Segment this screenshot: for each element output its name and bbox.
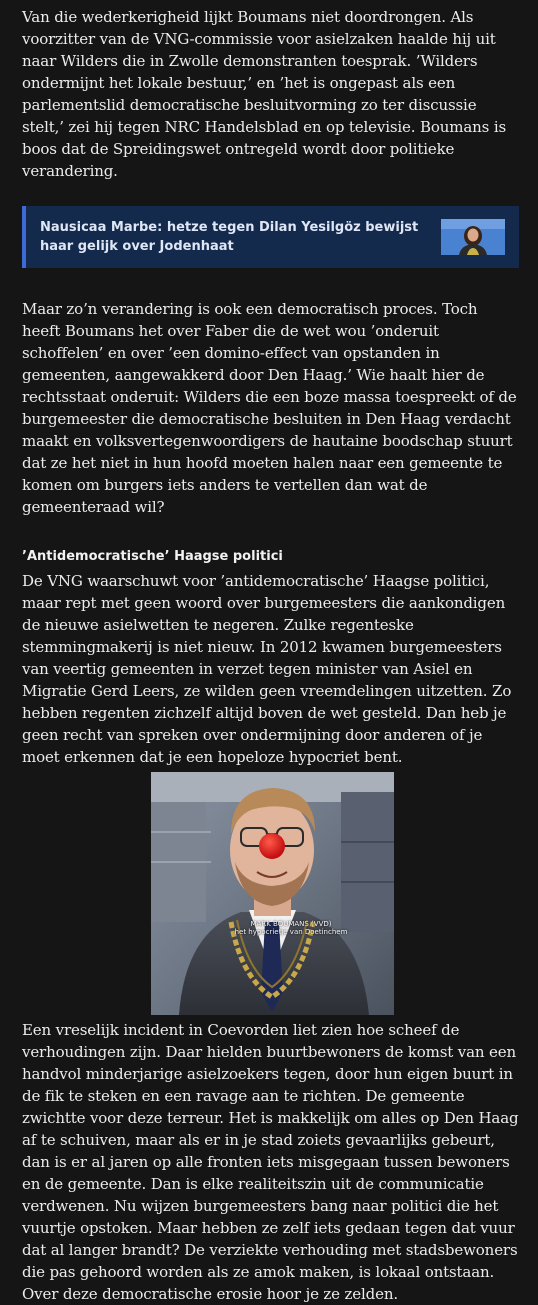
related-article-link[interactable] bbox=[22, 206, 519, 268]
related-article-thumbnail[interactable] bbox=[441, 219, 505, 255]
portrait-photo-graphic bbox=[151, 772, 394, 1015]
photo-caption-line-1: MARK BOUMANS (VVD) bbox=[250, 920, 332, 928]
portrait-thumbnail-icon bbox=[441, 219, 505, 255]
related-article-title[interactable]: Nausicaa Marbe: hetze tegen Dilan Yesilgöz bewijst haar gelijk over Jodenhaat bbox=[40, 220, 419, 254]
photo-caption bbox=[221, 920, 361, 936]
section-heading: ’Antidemocratische’ Haagse politici bbox=[22, 549, 283, 564]
clown-nose-icon bbox=[259, 833, 285, 859]
article-paragraph-3: De VNG waarschuwt voor ’antidemocratische’ Haagse politici, maar rept met geen woord over burgemeesters die aankondigen de nieuwe asielwetten te negeren. Zulke regenteske stemmingmakerij is niet nieuw. In 2012 kwamen burgemeesters van veertig gemeenten in verzet tegen minister van Asiel en Migratie Gerd Leers, ze wilden geen vreemdelingen uitzetten. Zo hebben regenten zichzelf altijd boven de wet gesteld. Dan heb je geen recht van spreken over ondermijning door anderen of je moet erkennen dat je een hopeloze hypocriet bent. bbox=[22, 572, 512, 766]
photo-caption-line-2: het hypocrietje van Doetinchem bbox=[234, 928, 348, 936]
article-paragraph-1: Van die wederkerigheid lijkt Boumans niet doordrongen. Als voorzitter van de VNG-commissie voor asielzaken haalde hij uit naar Wilders die in Zwolle demonstranten toesprak. ’Wilders ondermijnt het lokale bestuur,’ en ’het is ongepast als een parlementslid democratische besluitvorming zo ter discussie stelt,’ zei hij tegen NRC Handelsblad en op televisie. Boumans is boos dat de Spreidingswet ontregeld wordt door politieke verandering. bbox=[22, 8, 507, 180]
article-photo bbox=[151, 772, 394, 1015]
article-paragraph-4: Een vreselijk incident in Coevorden liet zien hoe scheef de verhoudingen zijn. Daar hielden buurtbewoners de komst van een handvol minderjarige asielzoekers tegen, door hun eigen buurt in de fik te steken en een ravage aan te richten. De gemeente zwichtte voor deze terreur. Het is makkelijk om alles op Den Haag af te schuiven, maar als er in je stad zoiets gevaarlijks gebeurt, dan is er al jaren op alle fronten iets misgegaan tussen bewoners en de gemeente. Dan is elke realiteitszin uit de communicatie verdwenen. Nu wijzen burgemeesters bang naar politici die het vuurtje opstoken. Maar hebben ze zelf iets gedaan tegen dat vuur dat al langer brandt? De verziekte verhouding met stadsbewoners die pas gehoord worden als ze amok maken, is lokaal ontstaan. Over deze democratische erosie hoor je ze zelden. bbox=[22, 1021, 519, 1303]
article-paragraph-2: Maar zo’n verandering is ook een democratisch proces. Toch heeft Boumans het over Faber die de wet wou ’onderuit schoffelen’ en over ’een domino-effect van opstanden in gemeenten, aangewakkerd door Den Haag.’ Wie haalt hier de rechtsstaat onderuit: Wilders die een boze massa toespreekt of de burgemeester die democratische besluiten in Den Haag verdacht maakt en volksvertegenwoordigers de hautaine boodschap stuurt dat ze het niet in hun hoofd moeten halen naar een gemeente te komen om burgers iets anders te vertellen dan wat de gemeenteraad wil? bbox=[22, 300, 517, 516]
